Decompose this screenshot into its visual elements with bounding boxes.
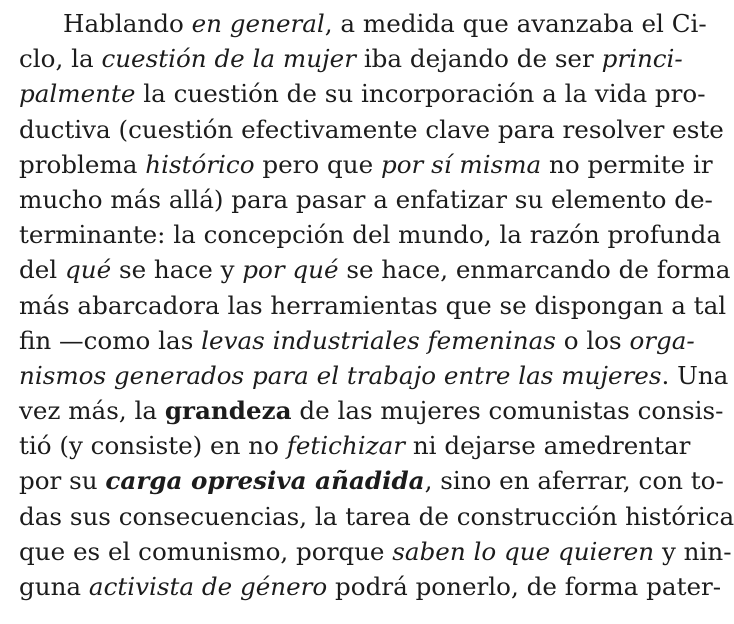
text-line: [19, 534, 732, 569]
text-run: das sus consecuencias, la tarea de construcción histórica: [19, 501, 734, 531]
text-line: [19, 6, 707, 41]
emphasized-text: orga-: [629, 325, 695, 355]
emphasized-text: cuestión de la mujer: [101, 44, 356, 74]
text-run: problema: [19, 149, 146, 179]
text-run: guna: [19, 572, 89, 601]
text-run: que es el comunismo, porque: [19, 536, 393, 566]
text-run: se hace, enmarcando de forma: [338, 255, 731, 285]
text-run: vez más, la: [19, 396, 165, 426]
emphasized-text: activista de género: [88, 572, 328, 601]
text-run: iba dejando de ser: [356, 44, 602, 74]
emphasized-text: nismos generados para el trabajo entre las mujeres: [19, 360, 662, 390]
text-run: por su: [19, 466, 106, 496]
emphasized-text: qué: [64, 255, 112, 285]
emphasized-text: por qué: [242, 255, 339, 285]
emphasized-text: palmente: [19, 79, 136, 109]
emphasized-text: princi-: [601, 44, 683, 74]
emphasized-text: fetichizar: [286, 431, 405, 461]
text-run: y nin-: [654, 536, 732, 566]
emphasized-text: carga opresiva añadida: [105, 466, 425, 496]
text-run: pero que: [254, 149, 381, 179]
text-run: fin —como las: [19, 325, 202, 355]
text-run: ni dejarse amedrentar: [405, 431, 691, 461]
text-line: [19, 393, 724, 428]
text-line: [19, 569, 722, 604]
text-run: se hace y: [111, 255, 243, 285]
text-line: [19, 428, 691, 463]
emphasized-text: en general: [191, 9, 325, 38]
text-line: [19, 147, 713, 182]
text-run: la cuestión de su incorporación a la vida pro-: [135, 79, 706, 109]
text-line: [19, 499, 734, 534]
text-line: [19, 358, 729, 393]
text-run: tió (y consiste) en no: [19, 431, 287, 461]
text-line: [19, 41, 683, 76]
text-run: podrá ponerlo, de forma pater-: [327, 572, 722, 601]
text-line: [19, 182, 713, 217]
body-paragraph: [19, 6, 734, 604]
text-line: [19, 323, 695, 358]
text-run: no permite ir: [541, 149, 713, 179]
text-line: [19, 288, 727, 323]
text-run: más abarcadora las herramientas que se dispongan a tal: [19, 290, 727, 320]
text-run: Hablando: [63, 9, 192, 38]
text-run: mucho más allá) para pasar a enfatizar su elemento de-: [19, 184, 713, 214]
emphasized-text: levas industriales femeninas: [201, 325, 556, 355]
text-run: . Una: [661, 360, 729, 390]
text-line: [19, 76, 706, 111]
text-run: terminante: la concepción del mundo, la razón profunda: [19, 220, 722, 250]
text-run: del: [19, 255, 65, 285]
text-run: ductiva (cuestión efectivamente clave para resolver este: [19, 114, 724, 144]
text-line: [19, 112, 724, 147]
emphasized-text: por sí misma: [380, 149, 542, 179]
document-page: [19, 6, 734, 604]
text-run: o los: [555, 325, 630, 355]
text-line: [19, 217, 722, 252]
emphasized-text: saben lo que quieren: [392, 536, 655, 566]
text-run: , sino en aferrar, con to-: [424, 466, 724, 496]
text-run: clo, la: [19, 44, 102, 74]
text-line: [19, 252, 731, 287]
text-line: [19, 463, 724, 498]
text-run: de las mujeres comunistas consis-: [291, 396, 724, 426]
emphasized-text: grandeza: [164, 396, 292, 426]
emphasized-text: histórico: [145, 149, 255, 179]
text-run: , a medida que avanzaba el Ci-: [324, 9, 707, 38]
